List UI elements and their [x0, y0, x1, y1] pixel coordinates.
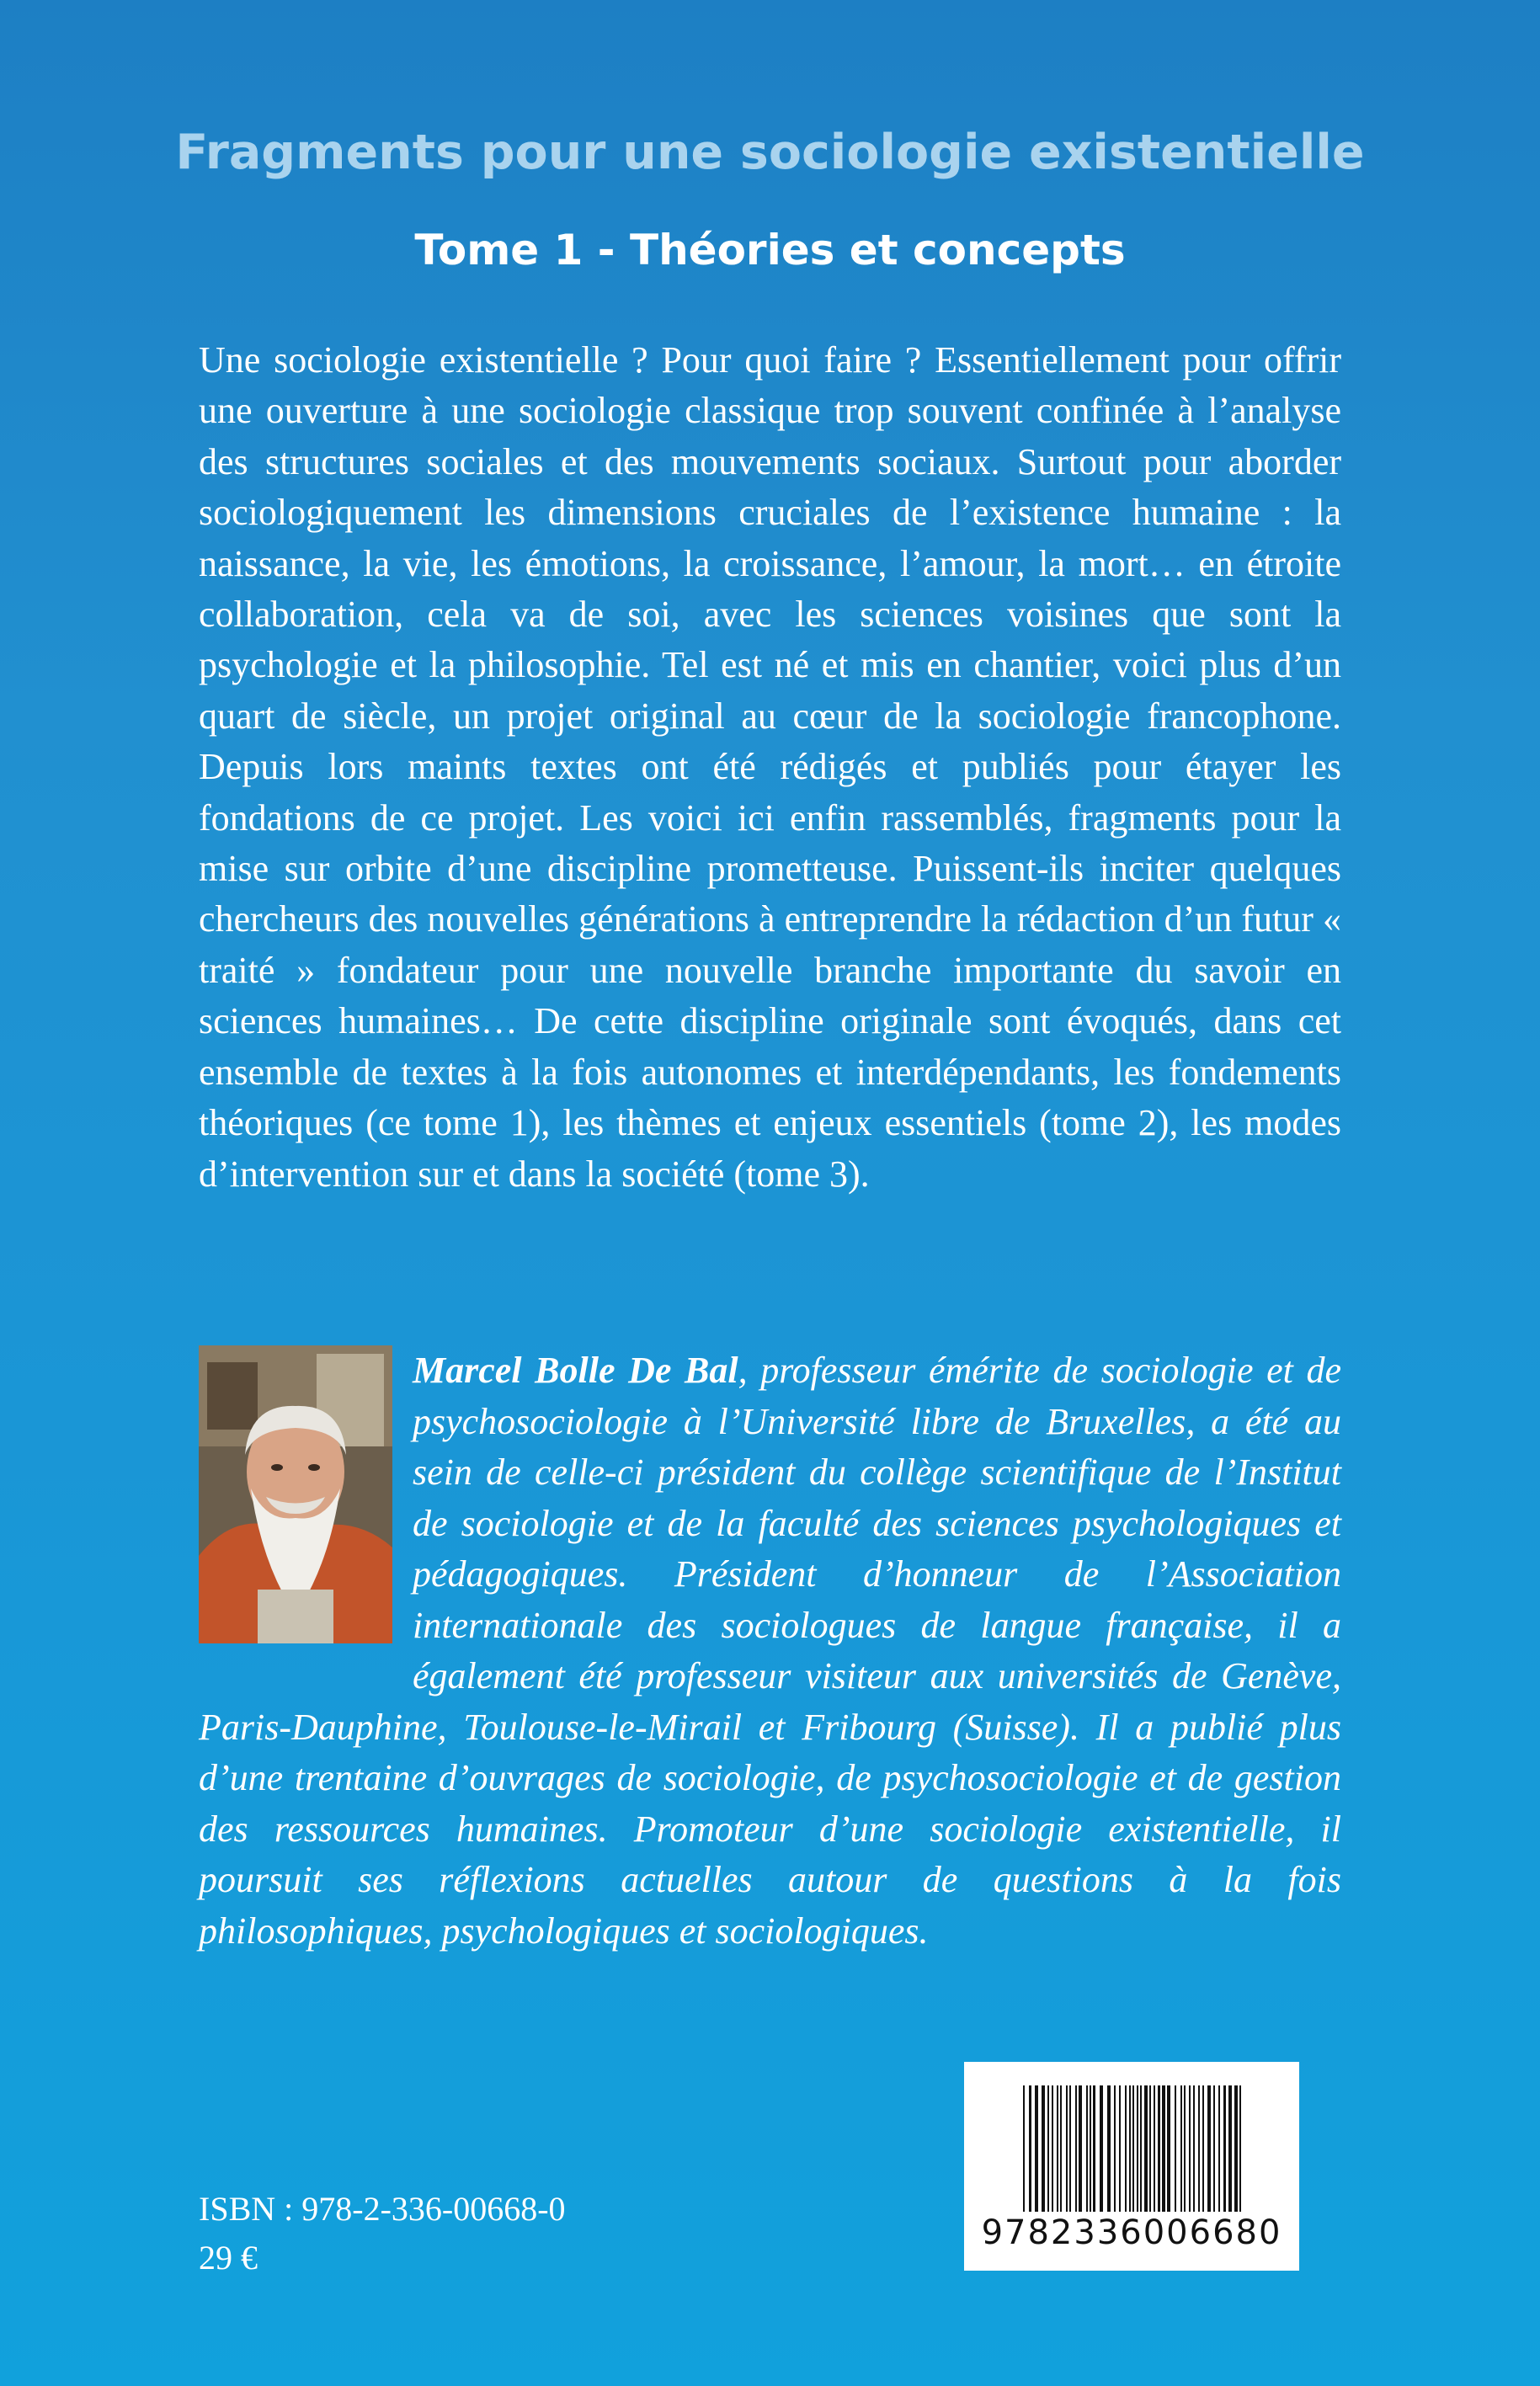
barcode-bar	[1239, 2085, 1241, 2212]
barcode-bar	[1060, 2085, 1062, 2212]
barcode-digits: 9782336006680	[981, 2213, 1282, 2252]
barcode-bar	[1154, 2085, 1155, 2212]
barcode-bar	[1129, 2085, 1131, 2212]
barcode-bar	[1075, 2085, 1077, 2212]
barcode-bar	[1052, 2085, 1053, 2212]
barcode	[964, 2062, 1299, 2271]
barcode-bar	[1144, 2085, 1148, 2212]
author-name: Marcel Bolle De Bal	[413, 1350, 738, 1391]
barcode-bar	[1090, 2085, 1091, 2212]
author-section	[199, 1345, 1341, 1957]
barcode-bar	[1180, 2085, 1182, 2212]
book-subtitle: Tome 1 - Théories et concepts	[414, 226, 1126, 274]
barcode-bar	[1137, 2085, 1138, 2212]
barcode-bar	[1042, 2085, 1045, 2212]
barcode-bar	[1107, 2085, 1111, 2212]
barcode-bar	[1100, 2085, 1103, 2212]
barcode-bar	[1035, 2085, 1038, 2212]
barcode-bar	[1234, 2085, 1238, 2212]
barcode-bar	[1198, 2085, 1200, 2212]
barcode-bar	[1228, 2085, 1232, 2212]
barcode-bar	[1158, 2085, 1160, 2212]
barcode-bar	[1132, 2085, 1134, 2212]
barcode-bar	[1213, 2085, 1215, 2212]
author-bio-text: , professeur émérite de sociologie et de psychosociologie à l’Université libre de Bruxelles, a été au sein de celle-ci président du collège scientifique de l’Institut de sociologie et de la faculté des sciences psychologiques et pédagogiques. Président d’honneur de l’Association internationale des sociologues de langue française, il a également été professeur visiteur aux universités de Genève, Paris-Dauphine, Toulouse-le-Mirail et Fribourg (Suisse). Il a publié plus d’une trentaine d’ouvrages de sociologie, de psychosociologie et de gestion des ressources humaines. Promoteur d’une sociologie existentielle, il poursuit ses réflexions actuelles autour de questions à la fois philosophiques, psychologiques et sociologiques.	[199, 1350, 1342, 1952]
barcode-bar	[1189, 2085, 1191, 2212]
barcode-bar	[1207, 2085, 1211, 2212]
barcode-bar	[1175, 2085, 1176, 2212]
author-photo	[199, 1345, 392, 1643]
barcode-bar	[1066, 2085, 1068, 2212]
barcode-bar	[1223, 2085, 1226, 2212]
barcode-bar	[1029, 2085, 1031, 2212]
barcode-bar	[1167, 2085, 1170, 2212]
barcode-bar	[1057, 2085, 1058, 2212]
isbn: ISBN : 978-2-336-00668-0	[199, 2190, 566, 2228]
barcode-bar	[1086, 2085, 1088, 2212]
barcode-bar	[1202, 2085, 1204, 2212]
barcode-bar	[1140, 2085, 1142, 2212]
barcode-bar	[1218, 2085, 1220, 2212]
barcode-bar	[1069, 2085, 1071, 2212]
barcode-bar	[1023, 2085, 1025, 2212]
back-cover-blurb: Une sociologie existentielle ? Pour quoi faire ? Essentiellement pour offrir une ouverture à une sociologie classique trop souvent confinée à l’analyse des structures sociales et des mouvements sociaux. Surtout pour aborder sociologiquement les dimensions cruciales de l’existence humaine : la naissance, la vie, les émotions, la croissance, l’amour, la mort… en étroite collaboration, cela va de soi, avec les sciences voisines que sont la psychologie et la philosophie. Tel est né et mis en chantier, voici plus d’un quart de siècle, un projet original au cœur de la sociologie francophone. Depuis lors maints textes ont été rédigés et publiés pour étayer les fondations de ce projet. Les voici ici enfin rassemblés, fragments pour la mise sur orbite d’une discipline prometteuse. Puissent-ils inciter quelques chercheurs des nouvelles générations à entreprendre la rédaction d’un futur « traité » fondateur pour une nouvelle branche importante du savoir en sciences humaines… De cette discipline originale sont évoqués, dans cet ensemble de textes à la fois autonomes et interdépendants, les fondements théoriques (ce tome 1), les thèmes et enjeux essentiels (tome 2), les modes d’intervention sur et dans la société (tome 3).	[199, 339, 1341, 1195]
barcode-bar	[1193, 2085, 1195, 2212]
barcode-bar	[1125, 2085, 1127, 2212]
price: 29 €	[199, 2239, 258, 2277]
book-title: Fragments pour une sociologie existentielle	[175, 125, 1365, 180]
barcode-bar	[1114, 2085, 1116, 2212]
barcode-bar	[1184, 2085, 1186, 2212]
barcode-bar	[1093, 2085, 1095, 2212]
barcode-bar	[1162, 2085, 1165, 2212]
barcode-bar	[1079, 2085, 1082, 2212]
barcode-bar	[1149, 2085, 1151, 2212]
barcode-bar	[1119, 2085, 1121, 2212]
barcode-bar	[1047, 2085, 1049, 2212]
